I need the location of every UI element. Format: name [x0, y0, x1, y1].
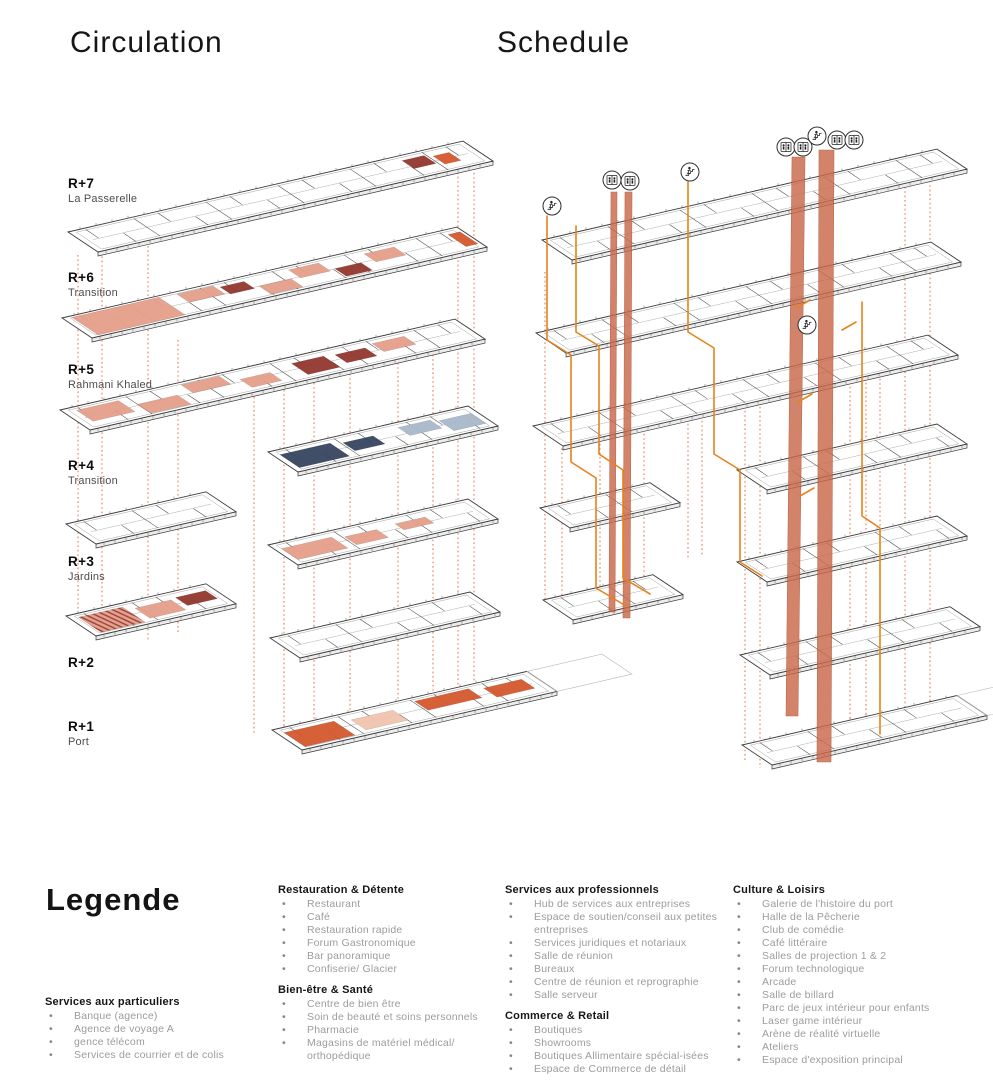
stairs-icon	[681, 163, 699, 181]
floor-plate-sched-r2-right	[740, 607, 980, 679]
floor-level: R+2	[68, 655, 95, 670]
legend-item: • Services juridiques et notariaux	[505, 937, 729, 950]
floor-level: R+1	[68, 719, 95, 734]
circulation-path	[842, 322, 856, 330]
floor-plate-sched-r4-right	[737, 424, 967, 494]
floor-label-r5	[68, 362, 198, 391]
legend-item-list	[505, 1024, 729, 1076]
legend-section-heading: Restauration & Détente	[278, 884, 405, 896]
floor-level: R+5	[68, 362, 95, 377]
floor-plate-sched-r7	[542, 149, 967, 264]
legend-item: • Espace de soutien/conseil aux petites entreprises	[505, 911, 729, 937]
floor-level: R+6	[68, 270, 95, 285]
elevator-icon	[603, 171, 621, 189]
floor-label-r4	[68, 458, 198, 487]
legend-item: • Pharmacie	[278, 1024, 502, 1037]
legend-item: • Espace d'exposition principal	[733, 1054, 957, 1067]
elevator-icon	[777, 138, 795, 156]
floor-name: Port	[68, 736, 89, 748]
legend-item: • Arène de réalité virtuelle	[733, 1028, 957, 1041]
schedule-diagram	[533, 127, 993, 769]
legend-item: • Banque (agence)	[45, 1010, 269, 1023]
vertical-circulation-shaft	[623, 192, 632, 618]
legend-item: • Salles de projection 1 & 2	[733, 950, 957, 963]
legend-item: • Salle de billard	[733, 989, 957, 1002]
floor-level: R+7	[68, 176, 95, 191]
legend-column	[505, 884, 729, 1084]
legend-item: • Bar panoramique	[278, 950, 502, 963]
legend-section-heading: Services aux professionnels	[505, 884, 659, 896]
legend-item: • Boutiques Allimentaire spécial-isées	[505, 1050, 729, 1063]
legend-item: • Galerie de l'histoire du port	[733, 898, 957, 911]
legend-item: • Restaurant	[278, 898, 502, 911]
stairs-icon	[798, 316, 816, 334]
floor-plate-circ-r4-right	[268, 406, 498, 476]
floor-plate-circ-r4-left	[66, 492, 236, 548]
legend-item: • Centre de réunion et reprographie	[505, 976, 729, 989]
legend-section-heading: Services aux particuliers	[45, 996, 180, 1008]
floor-plate-circ-r3-left	[66, 584, 236, 640]
legend-item: • Bureaux	[505, 963, 729, 976]
legend-item: • Hub de services aux entreprises	[505, 898, 729, 911]
legend-item: • Centre de bien être	[278, 998, 502, 1011]
elevator-icon	[828, 131, 846, 149]
floor-plate-circ-r2-right	[270, 592, 500, 662]
legend-item: • Agence de voyage A	[45, 1023, 269, 1036]
floor-label-r6	[68, 270, 198, 299]
floor-name: Rahmani Khaled	[68, 379, 153, 391]
legend-item: • Showrooms	[505, 1037, 729, 1050]
legend-item-list	[278, 898, 502, 976]
floor-level: R+4	[68, 458, 95, 473]
legend-column	[733, 884, 957, 1075]
circulation-title: Circulation	[70, 26, 223, 59]
legend-item-list	[45, 1010, 269, 1062]
floor-name: Transition	[68, 287, 118, 299]
floor-label-r1	[68, 719, 198, 748]
legend-item: • Ateliers	[733, 1041, 957, 1054]
circulation-path	[800, 488, 814, 496]
legend-item: • Arcade	[733, 976, 957, 989]
legend-item: • Confiserie/ Glacier	[278, 963, 502, 976]
stairs-icon	[543, 197, 561, 215]
legend-item: • Café littéraire	[733, 937, 957, 950]
legend-item-list	[278, 998, 502, 1063]
legend-item: • Café	[278, 911, 502, 924]
legend-column	[278, 884, 502, 1071]
legend-section-heading: Commerce & Retail	[505, 1010, 610, 1022]
legend-item: • Halle de la Pêcherie	[733, 911, 957, 924]
legend-title: Legende	[46, 882, 181, 917]
floor-label-r7	[68, 176, 198, 205]
legend-section-heading: Culture & Loisirs	[733, 884, 826, 896]
legend-item: • Boutiques	[505, 1024, 729, 1037]
elevator-icon	[621, 172, 639, 190]
legend-item: • Parc de jeux intérieur pour enfants	[733, 1002, 957, 1015]
legend-item: • Services de courrier et de colis	[45, 1049, 269, 1062]
floor-plate-sched-r1-right	[742, 680, 993, 770]
elevator-icon	[845, 131, 863, 149]
legend-item: • Soin de beauté et soins personnels	[278, 1011, 502, 1024]
legend-item: • Salle serveur	[505, 989, 729, 1002]
legend-item: • Salle de réunion	[505, 950, 729, 963]
floor-name: La Passerelle	[68, 193, 138, 205]
legend-column	[45, 996, 269, 1070]
floor-level: R+3	[68, 554, 95, 569]
legend-item: • Laser game intérieur	[733, 1015, 957, 1028]
floor-plate-circ-r1-right	[272, 654, 632, 754]
floor-plate-sched-r3-right	[737, 516, 967, 586]
vertical-circulation-shaft	[817, 150, 834, 762]
legend-item: • Espace de Commerce de détail	[505, 1063, 729, 1076]
floor-name: Transition	[68, 475, 118, 487]
legend-item: • Magasins de matériel médical/ orthopédique	[278, 1037, 502, 1063]
floor-plate-sched-r5	[533, 335, 958, 450]
legend-item: • Forum technologique	[733, 963, 957, 976]
legend-item: • Restauration rapide	[278, 924, 502, 937]
legend-section-heading: Bien-être & Santé	[278, 984, 374, 996]
stairs-icon	[808, 127, 826, 145]
floor-label-r3	[68, 554, 198, 583]
schedule-title: Schedule	[497, 26, 631, 59]
floor-name: Jardins	[68, 571, 105, 583]
floor-label-r2	[68, 655, 198, 672]
vertical-circulation-shaft	[786, 157, 805, 716]
legend-item: • Club de comédie	[733, 924, 957, 937]
legend-item-list	[505, 898, 729, 1002]
floor-plate-sched-r6	[536, 242, 961, 357]
floor-plate-circ-r3-right	[268, 499, 498, 569]
legend-item: • Forum Gastronomique	[278, 937, 502, 950]
legend-item: • gence télécom	[45, 1036, 269, 1049]
legend-item-list	[733, 898, 957, 1067]
